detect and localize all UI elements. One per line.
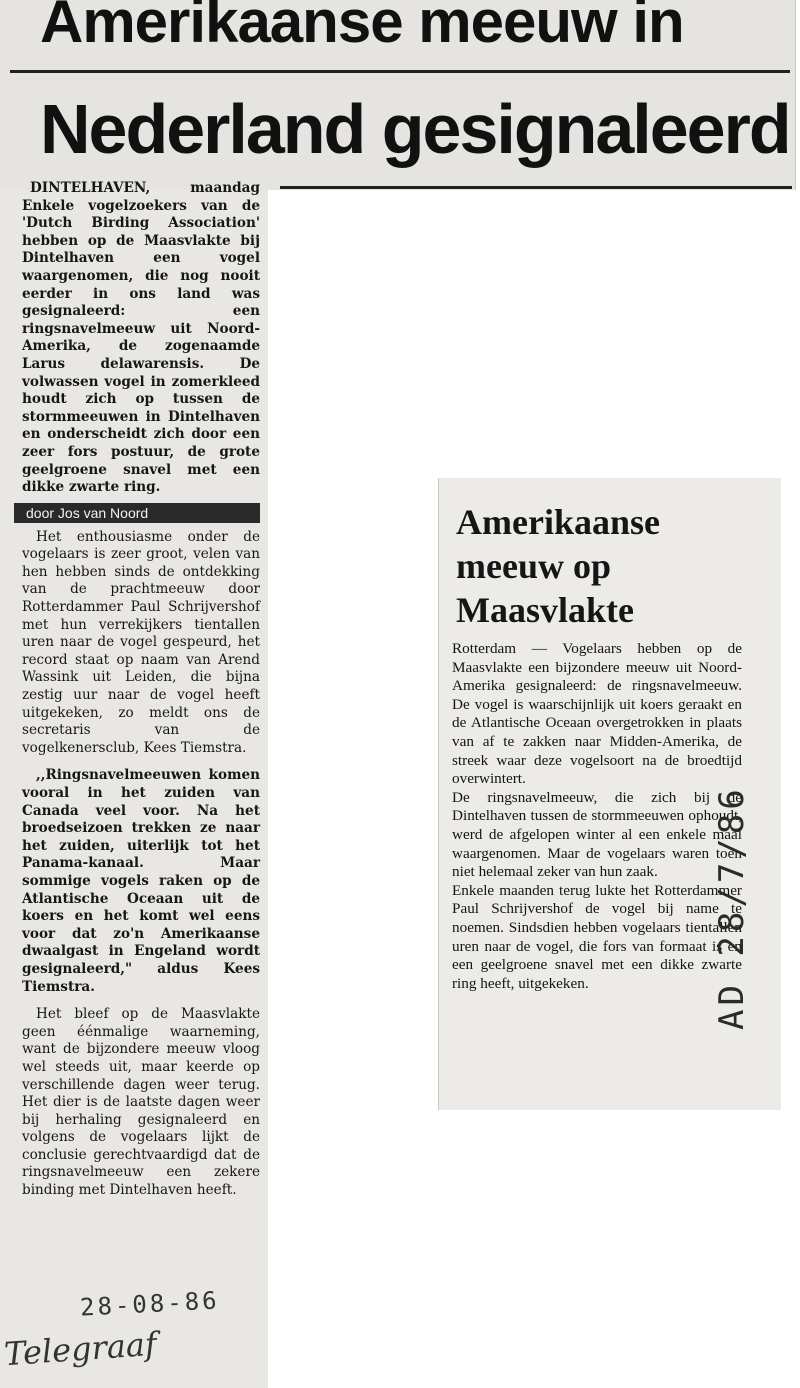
body-paragraph-1: Het enthousiasme onder de vogelaars is zeer groot, velen van hen hebben sinds de ontdekking van de prachtmeeuw door Rotterdammer Paul Schrijvershof met hun verrekijkers tientallen uren naar de vogel gespeurd, het record staat op naam van Arend Wassink uit Leiden, die bijna zestig uur naar de vogel heeft uitgekeken, zo meldt ons de secretaris van de vogelkenersclub, Kees Tiemstra. (22, 528, 260, 756)
headline-line-1: Amerikaanse meeuw in (40, 0, 684, 55)
left-article-column (22, 180, 260, 1200)
headline-line-2: Nederland gesignaleerd (40, 90, 790, 168)
right-paragraph-3: Enkele maanden terug lukte het Rotterdammer Paul Schrijvershof de vogel bij name te noemen. Sindsdien hebben vogelaars tientallen uren naar de vogel, die fors van formaat is en een geelgroene snavel met een dikke zwarte ring heeft, uitgekeken. (452, 881, 742, 992)
handwritten-date-left: 28-08-86 (79, 1286, 221, 1322)
right-paragraph-1: Rotterdam — Vogelaars hebben op de Maasvlakte een bijzondere meeuw uit Noord-Amerika gesignaleerd: de ringsnavelmeeuw. De vogel is waarschijnlijk uit koers geraakt en de Atlantische Oceaan overgetrokken in plaats van af te zakken naar Midden-Amerika, de streek waar deze vogelsoort na de broedtijd overwintert. (452, 640, 742, 788)
lead-text: Enkele vogelzoekers van de 'Dutch Birding Association' hebben op de Maasvlakte bij Dintelhaven een vogel waargenomen, die nog nooit eerder in ons land was gesignaleerd: een ringsnavelmeeuw uit Noord-Amerika, de zogenaamde Larus delawarensis. De volwassen vogel in zomerkleed houdt zich op tussen de stormmeeuwen in Dintelhaven en onderscheidt zich door een zeer fors postuur, de grote geelgroene snavel met een dikke zwarte ring. (22, 197, 260, 496)
dateline: DINTELHAVEN, maandag (30, 180, 260, 196)
right-article-column (452, 500, 742, 993)
headline-rule-bottom (280, 186, 792, 189)
body-paragraph-2: Het bleef op de Maasvlakte geen éénmalige waarneming, want de bijzondere meeuw vloog wel steeds uit, maar keerde op verschillende dagen weer terug. Het dier is de laatste dagen weer bij herhaling gesignaleerd en volgens de vogelaars lijkt de conclusie gerechtvaardigd dat de ringsnavelmeeuw een zekere binding met Dintelhaven heeft. (22, 1006, 260, 1199)
quote-paragraph: ,,Ringsnavelmeeuwen komen vooral in het zuiden van Canada veel voor. Na het broedseizoen trekken ze naar het zuiden, uiterlijk tot het Panama-kanaal. Maar sommige vogels raken op de Atlantische Oceaan uit de koers en het komt wel eens voor dat zo'n Amerikaanse dwaalgast in Engeland wordt gesignaleerd," aldus Kees Tiemstra. (22, 767, 260, 995)
right-paragraph-2: De ringsnavelmeeuw, die zich bij de Dintelhaven tussen de stormmeeuwen ophoudt, werd de afgelopen winter al een enkele maal waargenomen. Maar de vogelaars waren toen niet helemaal zeker van hun zaak. (452, 788, 742, 881)
handwritten-source: Telegraaf (2, 1324, 158, 1374)
headline-strip (0, 0, 796, 190)
handwritten-date-right: AD 28/7/86 (712, 785, 752, 1030)
lead-paragraph (22, 180, 260, 497)
right-headline: Amerikaanse meeuw op Maasvlakte (456, 502, 660, 630)
headline-rule (10, 70, 790, 73)
byline: door Jos van Noord (14, 503, 260, 523)
